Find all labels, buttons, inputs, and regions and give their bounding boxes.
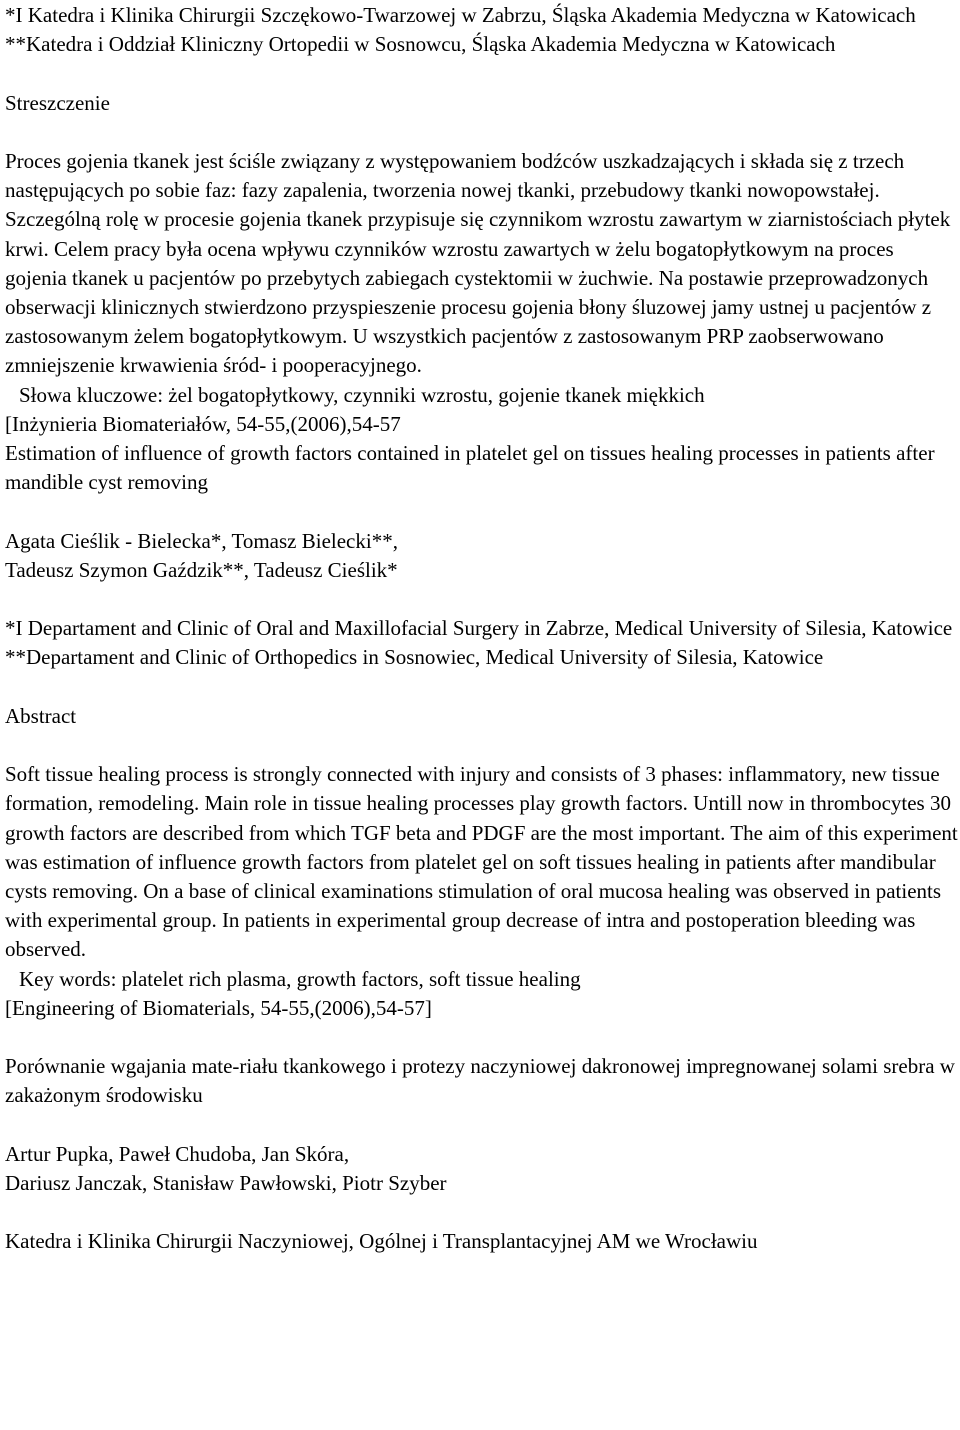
affiliation-en-1: *I Departament and Clinic of Oral and Maxillofacial Surgery in Zabrze, Medical University of Silesia, Katowice bbox=[5, 616, 953, 641]
authors-line-2: Tadeusz Szymon Gaździk**, Tadeusz Cieślik* bbox=[5, 557, 398, 582]
title-en: Estimation of influence of growth factors contained in platelet gel on tissues healing processes in patients after mandible cyst removing bbox=[5, 441, 935, 495]
next-authors-line-2: Dariusz Janczak, Stanisław Pawłowski, Piotr Szyber bbox=[5, 1171, 447, 1195]
abstract-heading: Abstract bbox=[5, 703, 77, 728]
next-article-title: Porównanie wgajania mate-riału tkankowego i protezy naczyniowej dakronowej impregnowanej solami srebra w zakażonym środowisku bbox=[5, 1054, 955, 1108]
next-authors-line-1: Artur Pupka, Paweł Chudoba, Jan Skóra, bbox=[5, 1141, 350, 1166]
citation-en: [Engineering of Biomaterials, 54-55,(2006),54-57] bbox=[5, 995, 432, 1020]
affiliation-en-2: **Departament and Clinic of Orthopedics in Sosnowiec, Medical University of Silesia, Katowice bbox=[5, 645, 824, 670]
key-words: Key words: platelet rich plasma, growth factors, soft tissue healing bbox=[19, 966, 581, 991]
affiliation-pl-1: *I Katedra i Klinika Chirurgii Szczękowo-Twarzowej w Zabrzu, Śląska Akademia Medyczna w Katowicach bbox=[5, 3, 916, 27]
authors-line-1: Agata Cieślik - Bielecka*, Tomasz Bielecki**, bbox=[5, 528, 398, 553]
streszczenie-heading: Streszczenie bbox=[5, 90, 110, 115]
affiliation-pl-2: **Katedra i Oddział Kliniczny Ortopedii w Sosnowcu, Śląska Akademia Medyczna w Katowicach bbox=[5, 32, 836, 57]
abstract-text: Soft tissue healing process is strongly connected with injury and consists of 3 phases: inflammatory, new tissue formation, remodeling. Main role in tissue healing processes play growth factors. Untill now in thrombocytes 30 growth factors are described from which TGF beta and PDGF are the most important. The aim of this experiment was estimation of influence growth factors from platelet gel on soft tissues healing in patients after mandibular cysts removing. On a base of clinical examinations stimulation of oral mucosa healing was observed in patients with experimental group. In patients in experimental group decrease of intra and postoperation bleeding was observed. bbox=[5, 762, 958, 962]
next-affiliation: Katedra i Klinika Chirurgii Naczyniowej, Ogólnej i Transplantacyjnej AM we Wrocławiu bbox=[5, 1229, 758, 1254]
slowa-kluczowe: Słowa kluczowe: żel bogatopłytkowy, czynniki wzrostu, gojenie tkanek miękkich bbox=[19, 382, 705, 407]
citation-pl: [Inżynieria Biomateriałów, 54-55,(2006),54-57 bbox=[5, 411, 401, 436]
document-page bbox=[5, 1, 960, 1257]
streszczenie-text: Proces gojenia tkanek jest ściśle związany z występowaniem bodźców uszkadzających i składa się z trzech następujących po sobie faz: fazy zapalenia, tworzenia nowej tkanki, przebudowy tkanki nowopowstałej. Szczególną rolę w procesie gojenia tkanek przypisuje się czynnikom wzrostu zawartym w ziarnistościach płytek krwi. Celem pracy była ocena wpływu czynników wzrostu zawartych w żelu bogatopłytkowym na proces gojenia tkanek u pacjentów po przebytych zabiegach cystektomii w żuchwie. Na postawie przeprowadzonych obserwacji klinicznych stwierdzono przyspieszenie procesu gojenia błony śluzowej jamy ustnej u pacjentów z zastosowanym żelem bogatopłytkowym. U wszystkich pacjentów z zastosowanym PRP zaobserwowano zmniejszenie krwawienia śród- i pooperacyjnego. bbox=[5, 148, 951, 378]
